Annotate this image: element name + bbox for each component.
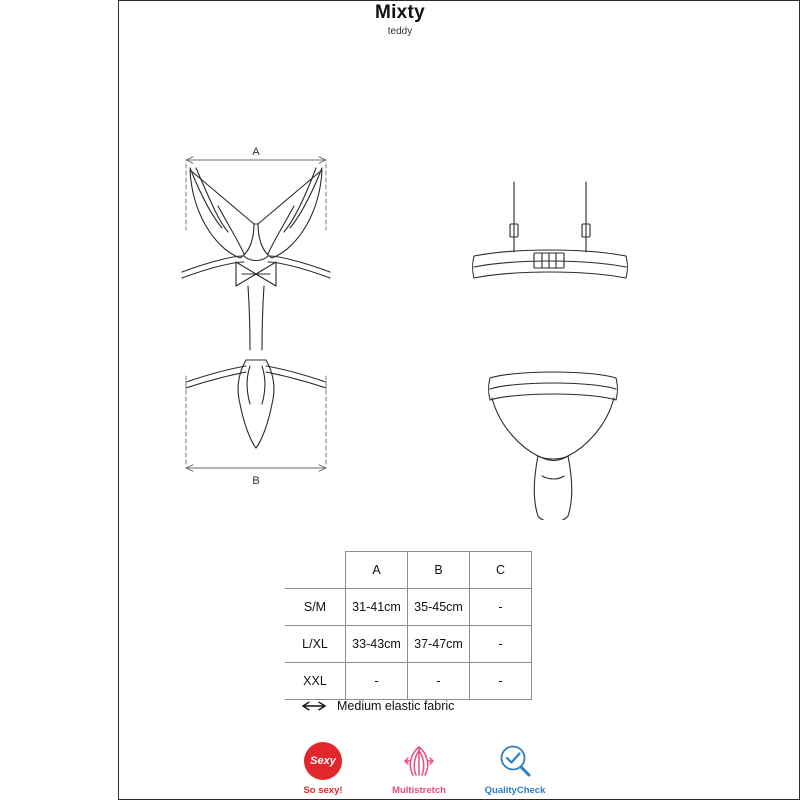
cell-b: - [408,663,470,700]
dimension-label-b: B [252,475,260,487]
row-size-label: L/XL [285,626,346,663]
cell-a: - [346,663,408,700]
multistretch-icon [400,742,438,780]
cell-c: - [470,663,532,700]
cell-a: 31-41cm [346,589,408,626]
double-arrow-icon [300,700,328,712]
row-size-label: S/M [285,589,346,626]
cell-a: 33-43cm [346,626,408,663]
fabric-note-text: Medium elastic fabric [337,699,455,713]
fabric-note [300,699,454,713]
brand-title: Mixty [374,2,426,23]
technical-drawings [118,120,800,520]
badge-multistretch [386,740,452,796]
page-header [0,2,800,39]
badge-label-so-sexy: So sexy! [303,785,343,796]
feature-badges [290,740,550,796]
quality-check-magnifier-icon [496,742,534,780]
teddy-back-view [473,182,628,278]
size-table [285,551,532,700]
teddy-front-view [182,157,330,471]
table-header-a: A [346,552,408,589]
badge-so-sexy [290,740,356,796]
badge-quality-check [482,740,548,796]
product-type-label: teddy [387,26,413,37]
badge-label-multistretch: Multistretch [392,785,446,796]
table-row [285,589,532,626]
drawings-svg [118,120,800,520]
cell-c: - [470,626,532,663]
badge-label-quality-check: QualityCheck [484,785,546,796]
cell-b: 37-47cm [408,626,470,663]
table-header-c: C [470,552,532,589]
thong-view [489,372,618,520]
table-header-b: B [408,552,470,589]
cell-c: - [470,589,532,626]
dimension-label-a: A [252,146,260,158]
table-corner-cell [285,552,346,589]
cell-b: 35-45cm [408,589,470,626]
row-size-label: XXL [285,663,346,700]
table-header-row [285,552,532,589]
sexy-circle-icon: Sexy [304,742,342,780]
table-row [285,663,532,700]
table-row [285,626,532,663]
